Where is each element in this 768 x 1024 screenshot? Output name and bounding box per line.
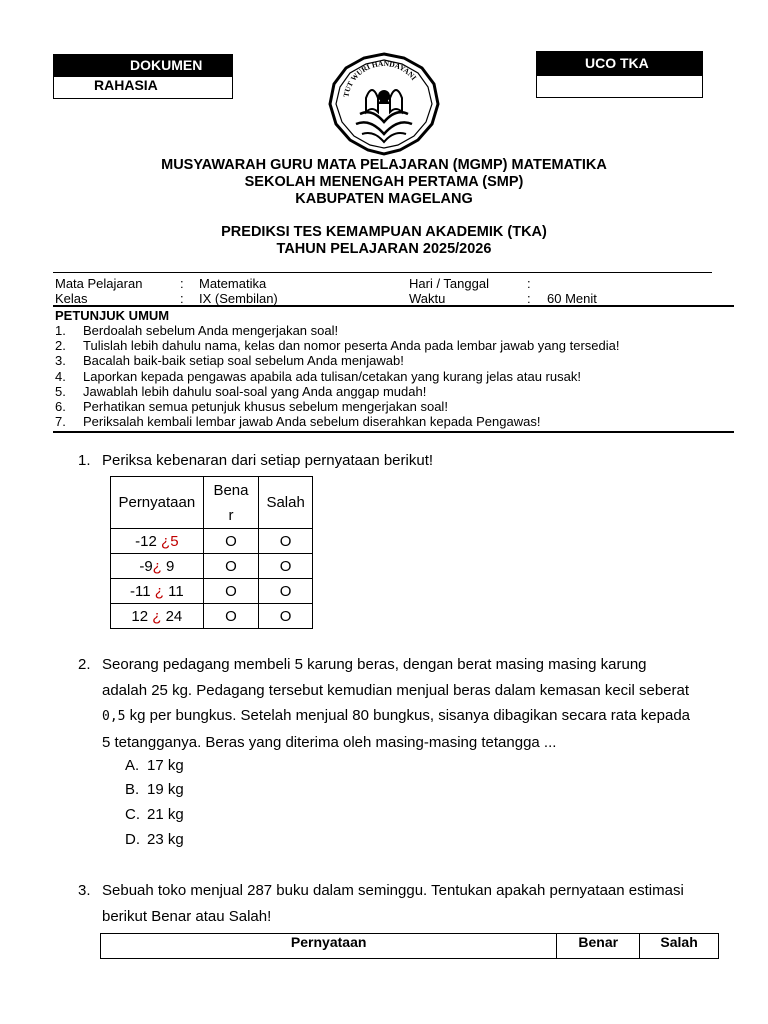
q3-line2: berikut Benar atau Salah! bbox=[102, 907, 272, 925]
instruction-item: 2. Tulislah lebih dahulu nama, kelas dan nomor peserta Anda pada lembar jawab yang tersedia! bbox=[55, 338, 620, 354]
q3-number: 3. bbox=[78, 882, 91, 899]
divider-info bbox=[53, 305, 734, 307]
q3-table bbox=[100, 933, 719, 959]
org-title-line3: KABUPATEN MAGELANG bbox=[295, 191, 473, 207]
q1-false-option[interactable]: O bbox=[259, 529, 313, 554]
time-label: Waktu bbox=[409, 291, 446, 306]
q1-statement: -11 ¿ 11 bbox=[111, 579, 204, 604]
instructions-title: PETUNJUK UMUM bbox=[55, 308, 170, 323]
q1-false-option[interactable]: O bbox=[259, 604, 313, 629]
tut-wuri-handayani-logo bbox=[326, 52, 442, 156]
q1-true-option[interactable]: O bbox=[203, 579, 259, 604]
table-row bbox=[111, 554, 313, 579]
instruction-item: 3. Bacalah baik-baik setiap soal sebelum Anda menjawab! bbox=[55, 353, 404, 369]
q2-option-c[interactable]: C. 21 kg bbox=[125, 806, 184, 823]
table-row bbox=[111, 579, 313, 604]
q3-col-true: Benar bbox=[557, 934, 640, 959]
q1-false-option[interactable]: O bbox=[259, 554, 313, 579]
org-title-line2: SEKOLAH MENENGAH PERTAMA (SMP) bbox=[244, 174, 524, 190]
time-colon: : bbox=[527, 291, 531, 306]
q1-true-option[interactable]: O bbox=[203, 604, 259, 629]
class-value: IX (Sembilan) bbox=[199, 291, 278, 306]
time-value: 60 Menit bbox=[547, 291, 597, 306]
confidential-box bbox=[53, 54, 233, 99]
class-colon: : bbox=[180, 291, 184, 306]
exam-title-line1: PREDIKSI TES KEMAMPUAN AKADEMIK (TKA) bbox=[221, 224, 547, 240]
q2-line4: 5 tetangganya. Beras yang diterima oleh masing-masing tetangga ... bbox=[102, 733, 557, 751]
q2-number: 2. bbox=[78, 656, 91, 673]
q1-true-option[interactable]: O bbox=[203, 554, 259, 579]
q3-line1: Sebuah toko menjual 287 buku dalam seminggu. Tentukan apakah pernyataan estimasi bbox=[102, 882, 684, 899]
q1-false-option[interactable]: O bbox=[259, 579, 313, 604]
q2-option-b[interactable]: B. 19 kg bbox=[125, 781, 184, 798]
instructions-list bbox=[55, 323, 619, 429]
exam-title-line2: TAHUN PELAJARAN 2025/2026 bbox=[276, 241, 492, 257]
subject-colon: : bbox=[180, 276, 184, 291]
exam-code-box bbox=[536, 51, 703, 98]
subject-value: Matematika bbox=[199, 276, 267, 291]
q2-option-a[interactable]: A. 17 kg bbox=[125, 757, 184, 774]
q1-table bbox=[110, 476, 313, 629]
logo-motto: TUT WURI HANDAYANI bbox=[341, 58, 419, 98]
q2-line3: 0,5 kg per bungkus. Setelah menjual 80 bungkus, sisanya dibagikan secara rata kepada bbox=[102, 707, 691, 724]
table-row bbox=[111, 604, 313, 629]
date-colon: : bbox=[527, 276, 531, 291]
q1-statement: -12 ¿5 bbox=[111, 529, 204, 554]
confidential-label-line1: DOKUMEN bbox=[130, 57, 203, 73]
instruction-item: 7. Periksalah kembali lembar jawab Anda sebelum diserahkan kepada Pengawas! bbox=[55, 414, 541, 430]
instruction-item: 4. Laporkan kepada pengawas apabila ada tulisan/cetakan yang kurang jelas atau rusak! bbox=[55, 368, 581, 384]
date-label: Hari / Tanggal bbox=[409, 276, 489, 291]
q1-col-false: Salah bbox=[259, 477, 313, 529]
q2-line1: Seorang pedagang membeli 5 karung beras, dengan berat masing masing karung bbox=[102, 656, 647, 673]
subject-label: Mata Pelajaran bbox=[55, 276, 143, 291]
q3-col-statement: Pernyataan bbox=[101, 934, 557, 959]
q1-statement: -9¿ 9 bbox=[111, 554, 204, 579]
confidential-label-line2: RAHASIA bbox=[94, 77, 158, 93]
org-title-line1: MUSYAWARAH GURU MATA PELAJARAN (MGMP) MATEMATIKA bbox=[161, 157, 607, 173]
table-row bbox=[111, 529, 313, 554]
q2-option-d[interactable]: D. 23 kg bbox=[125, 831, 184, 848]
q3-col-false: Salah bbox=[640, 934, 719, 959]
instruction-item: 5. Jawablah lebih dahulu soal-soal yang Anda anggap mudah! bbox=[55, 383, 427, 399]
q1-text: Periksa kebenaran dari setiap pernyataan berikut! bbox=[102, 452, 434, 469]
q1-true-option[interactable]: O bbox=[203, 529, 259, 554]
general-instructions bbox=[55, 308, 619, 429]
instruction-item: 1. Berdoalah sebelum Anda mengerjakan soal! bbox=[55, 323, 339, 338]
q1-number: 1. bbox=[78, 452, 91, 469]
divider-instructions bbox=[53, 431, 734, 433]
q1-col-statement: Pernyataan bbox=[111, 477, 204, 529]
class-label: Kelas bbox=[55, 291, 88, 306]
divider-top bbox=[53, 272, 712, 273]
exam-code-label: UCO TKA bbox=[585, 55, 649, 71]
q1-col-true: Bena r bbox=[203, 477, 259, 529]
q1-statement: 12 ¿ 24 bbox=[111, 604, 204, 629]
instruction-item: 6. Perhatikan semua petunjuk khusus sebelum mengerjakan soal! bbox=[55, 399, 448, 415]
q2-line2: adalah 25 kg. Pedagang tersebut kemudian menjual beras dalam kemasan kecil seberat bbox=[102, 681, 690, 699]
